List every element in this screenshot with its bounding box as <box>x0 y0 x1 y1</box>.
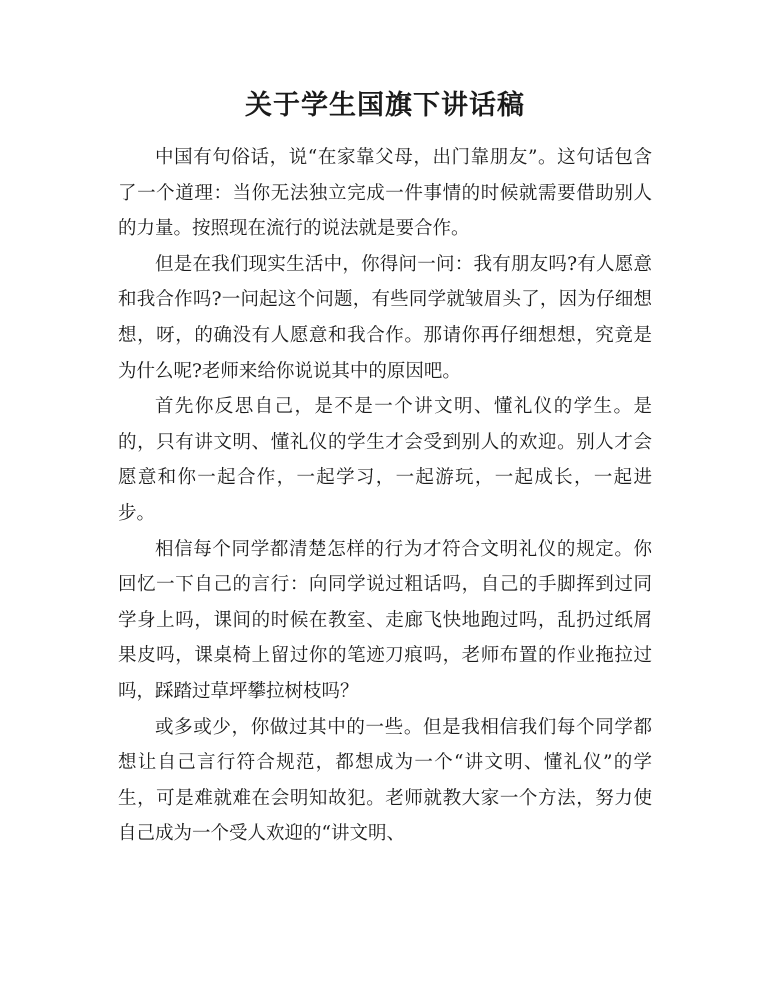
paragraph-3: 首先你反思自己，是不是一个讲文明、懂礼仪的学生。是的，只有讲文明、懂礼仪的学生才会受到别人的欢迎。别人才会愿意和你一起合作，一起学习，一起游玩，一起成长，一起进步。 <box>118 396 652 524</box>
document-title: 关于学生国旗下讲话稿 <box>245 90 525 121</box>
paragraph-2: 但是在我们现实生活中，你得问一问：我有朋友吗?有人愿意和我合作吗?一问起这个问题，有些同学就皱眉头了，因为仔细想想，呀，的确没有人愿意和我合作。那请你再仔细想想，究竟是为什么呢?老师来给你说说其中的原因吧。 <box>118 253 652 382</box>
paragraph-1: 中国有句俗话，说“在家靠父母，出门靠朋友”。这句话包含了一个道理：当你无法独立完成一件事情的时候就需要借助别人的力量。按照现在流行的说法就是要合作。 <box>118 147 652 240</box>
paragraph-4: 相信每个同学都清楚怎样的行为才符合文明礼仪的规定。你回忆一下自己的言行：向同学说过粗话吗，自己的手脚挥到过同学身上吗，课间的时候在教室、走廊飞快地跑过吗，乱扔过纸屑果皮吗，课桌椅上留过你的笔迹刀痕吗，老师布置的作业拖拉过吗，踩踏过草坪攀拉树枝吗？ <box>118 538 652 702</box>
document-page <box>118 88 652 852</box>
paragraph-5: 或多或少，你做过其中的一些。但是我相信我们每个同学都想让自己言行符合规范，都想成为一个“讲文明、懂礼仪”的学生，可是难就难在会明知故犯。老师就教大家一个方法，努力使自己成为一个受人欢迎的“讲文明、 <box>118 716 652 845</box>
